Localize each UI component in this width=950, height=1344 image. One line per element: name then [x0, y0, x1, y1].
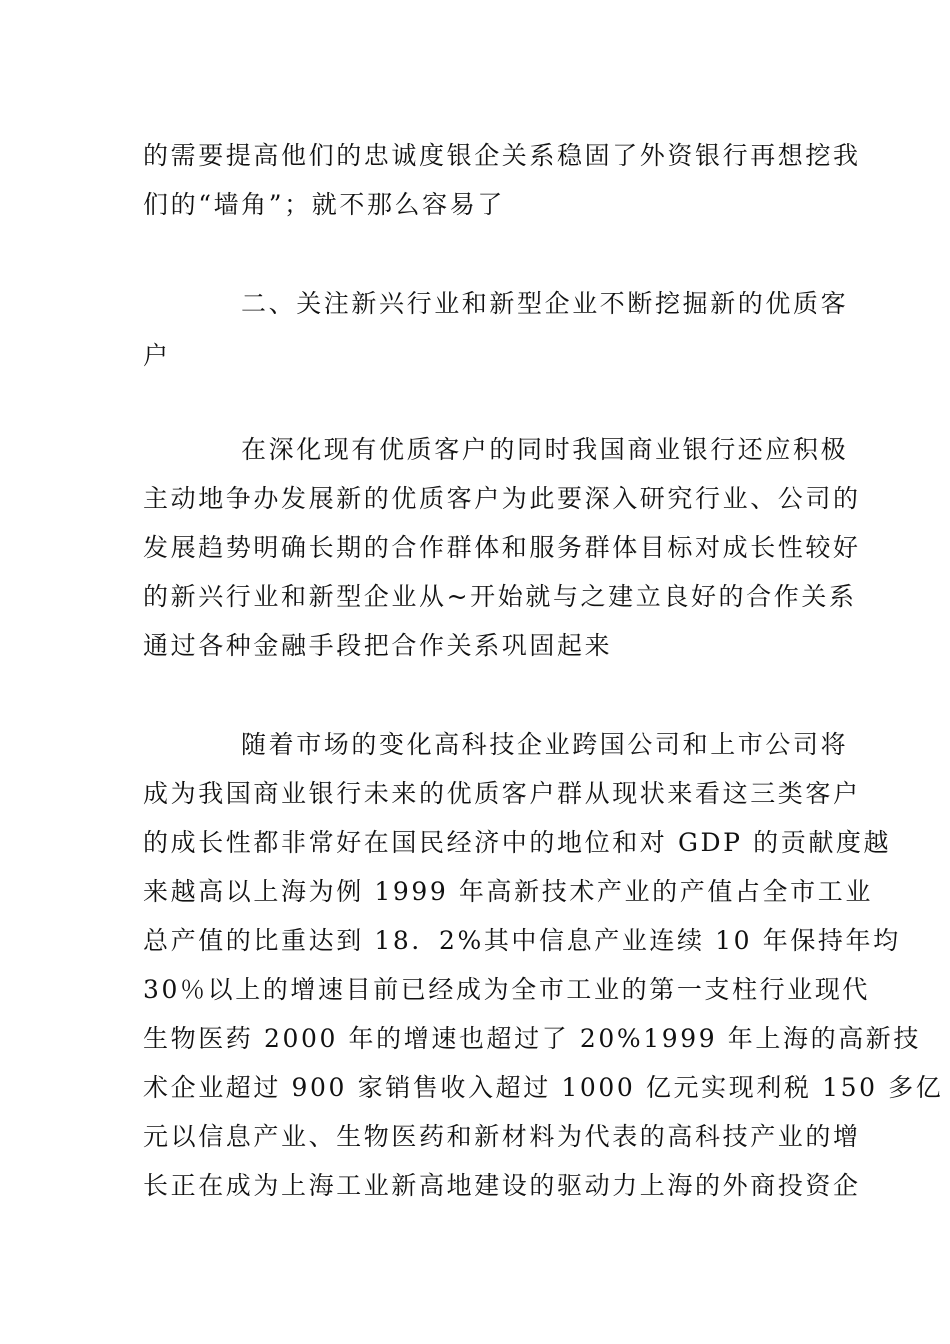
text-line: 的需要提高他们的忠诚度银企关系稳固了外资银行再想挖我 [143, 141, 861, 170]
paragraph-market-trends [143, 720, 944, 1210]
text-line: 生物医药 2000 年的增速也超过了 20%1999 年上海的高新技 [143, 1024, 922, 1053]
paragraph-continuation [143, 131, 861, 229]
section-heading [143, 278, 849, 382]
text-line: 的新兴行业和新型企业从~开始就与之建立良好的合作关系 [143, 582, 857, 611]
text-line: 术企业超过 900 家销售收入超过 1000 亿元实现利税 150 多亿 [143, 1073, 944, 1102]
text-line: 的成长性都非常好在国民经济中的地位和对 GDP 的贡献度越 [143, 828, 892, 857]
text-line: 在深化现有优质客户的同时我国商业银行还应积极 [241, 435, 849, 464]
heading-line: 二、关注新兴行业和新型企业不断挖掘新的优质客 [241, 289, 849, 318]
text-line: 通过各种金融手段把合作关系巩固起来 [143, 631, 613, 660]
paragraph-new-clients [143, 425, 861, 670]
text-line: 成为我国商业银行未来的优质客户群从现状来看这三类客户 [143, 779, 861, 808]
heading-line: 户 [143, 341, 171, 370]
text-line: 们的“墙角”；就不那么容易了 [143, 190, 505, 219]
text-line: 主动地争办发展新的优质客户为此要深入研究行业、公司的 [143, 484, 861, 513]
text-line: 随着市场的变化高科技企业跨国公司和上市公司将 [241, 730, 849, 759]
text-line: 总产值的比重达到 18．2%其中信息产业连续 10 年保持年均 [143, 926, 901, 955]
text-line: 长正在成为上海工业新高地建设的驱动力上海的外商投资企 [143, 1171, 861, 1200]
text-line: 发展趋势明确长期的合作群体和服务群体目标对成长性较好 [143, 533, 861, 562]
text-line: 元以信息产业、生物医药和新材料为代表的高科技产业的增 [143, 1122, 861, 1151]
text-line: 30％以上的增速目前已经成为全市工业的第一支柱行业现代 [143, 975, 871, 1004]
text-line: 来越高以上海为例 1999 年高新技术产业的产值占全市工业 [143, 877, 873, 906]
